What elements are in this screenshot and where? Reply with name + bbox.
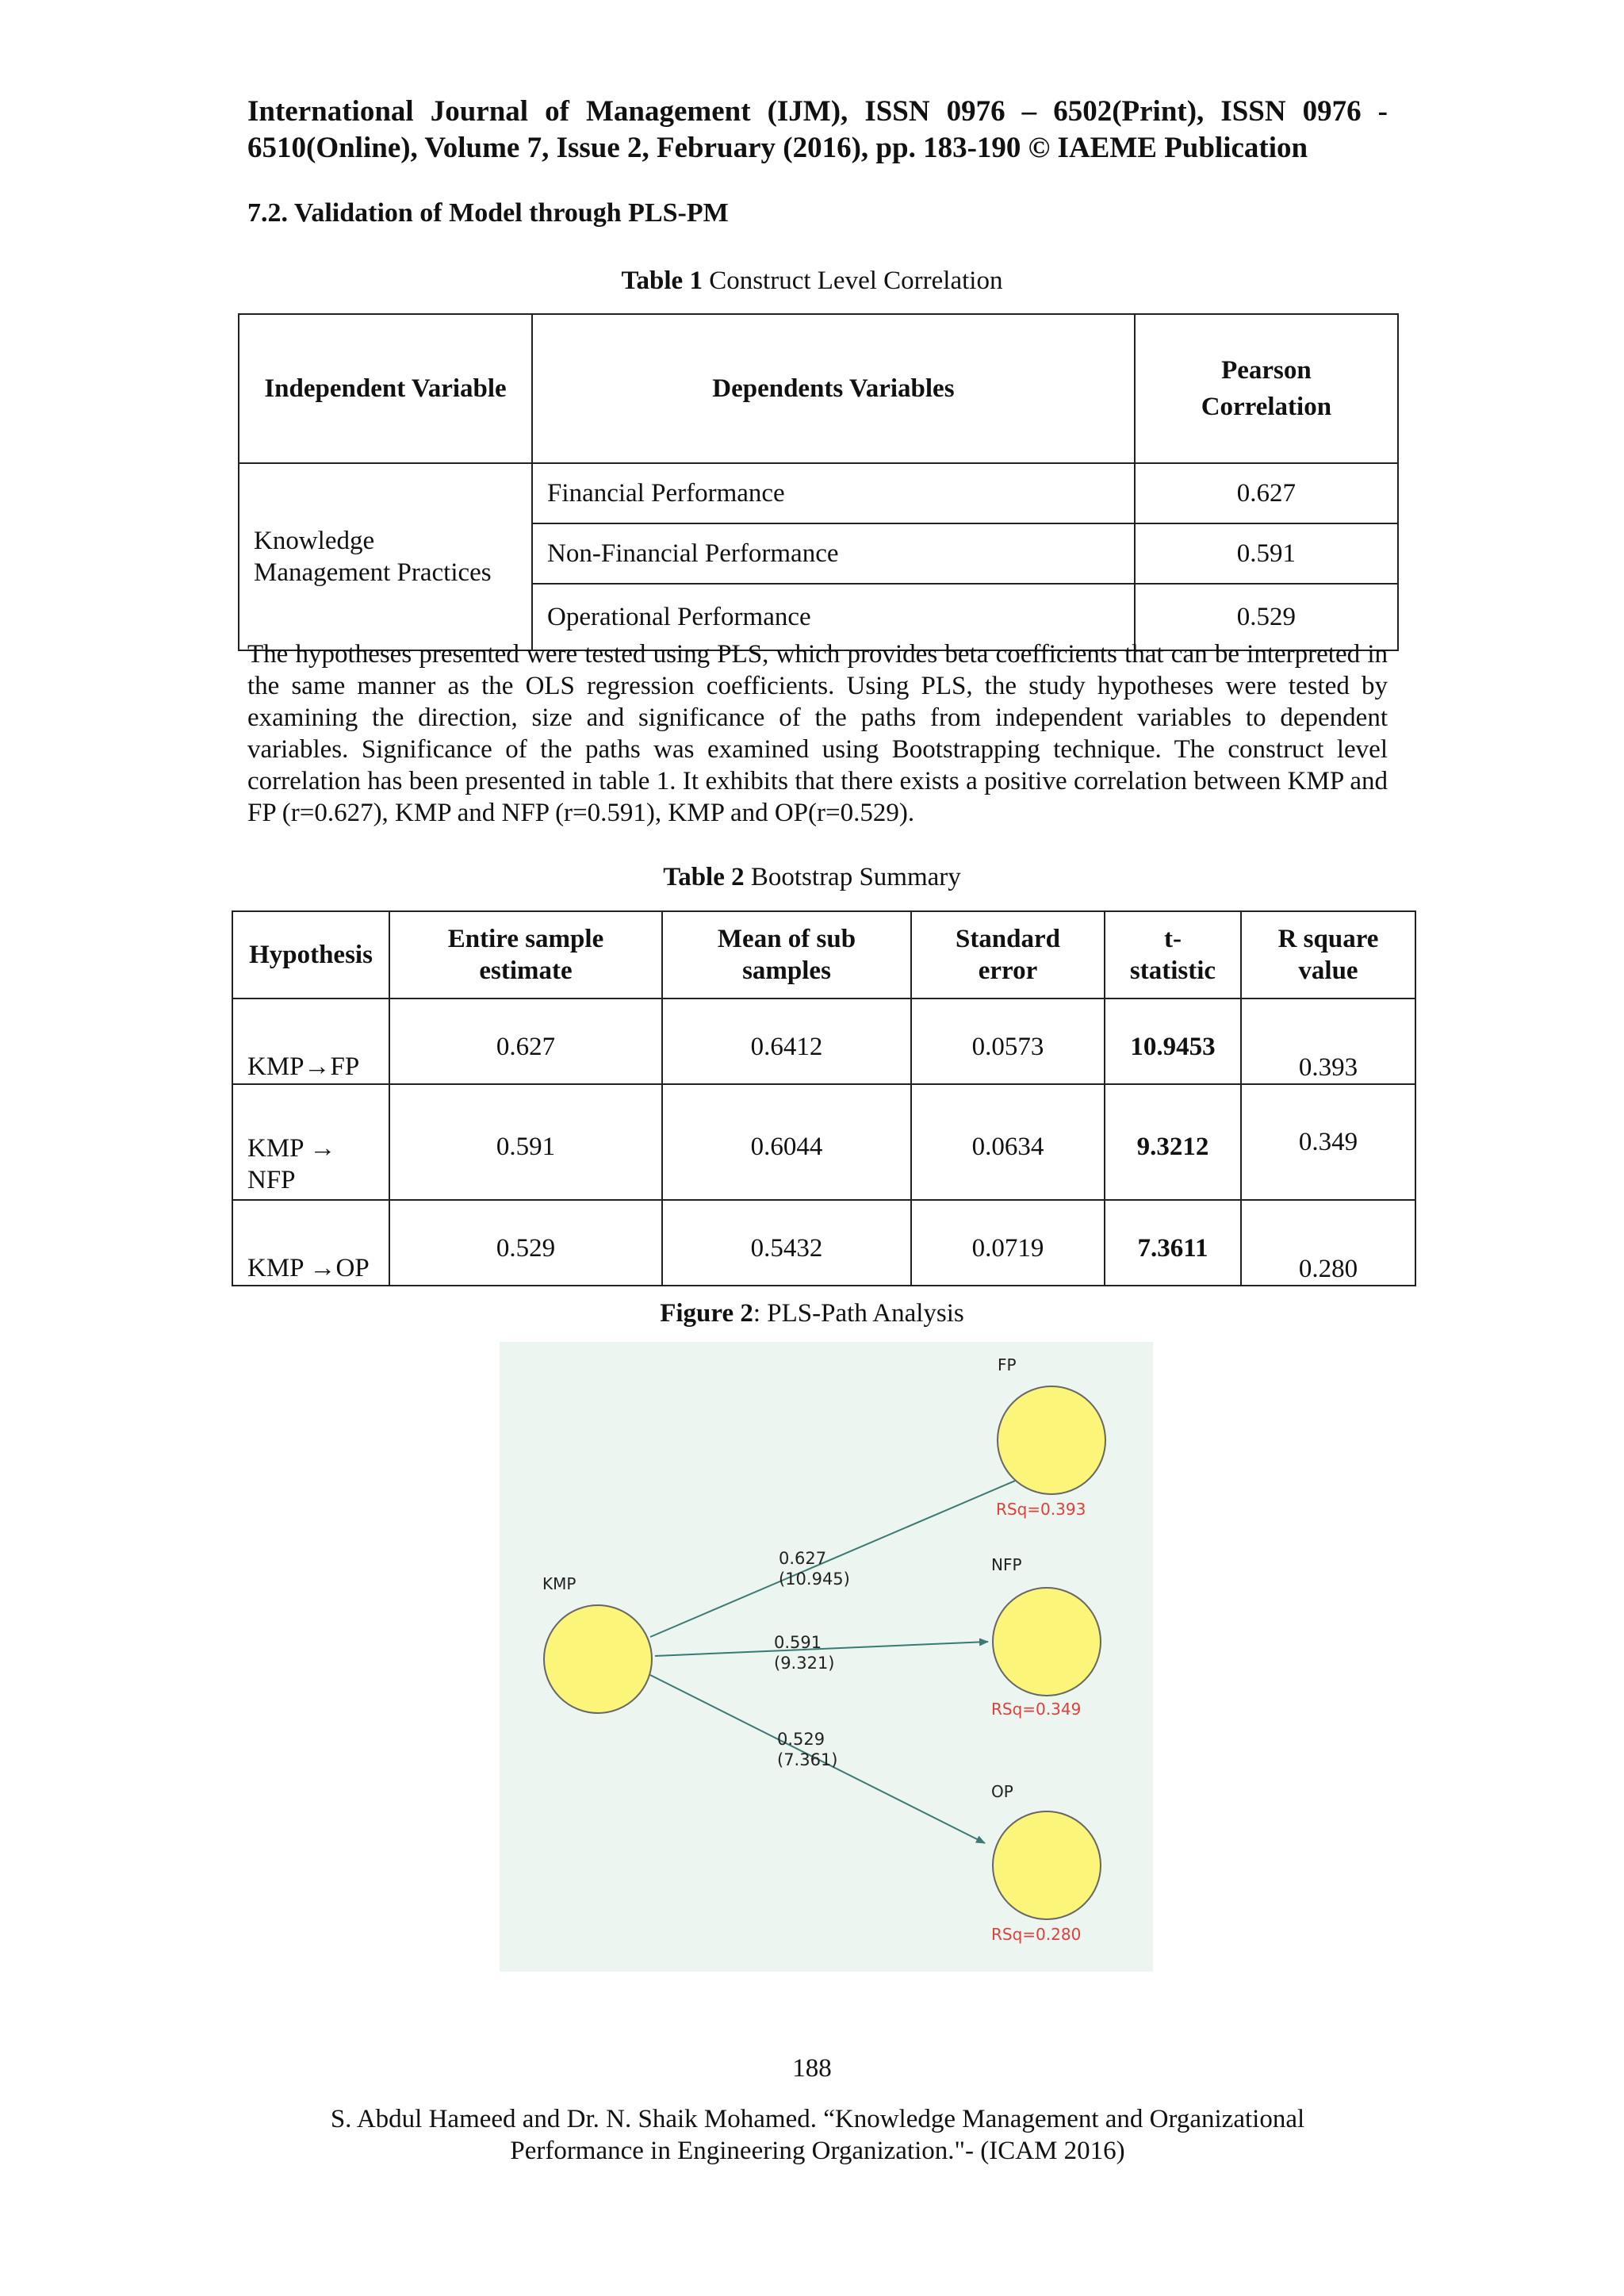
- header-t-line1: t-: [1164, 925, 1182, 953]
- r2-cell: 0.349: [1241, 1084, 1415, 1200]
- t-cell: 7.3611: [1105, 1200, 1241, 1286]
- header-mean: [662, 911, 911, 999]
- table1-caption: [0, 266, 1624, 296]
- correlation-value: 0.529: [1135, 584, 1398, 650]
- node-op: [993, 1811, 1101, 1919]
- journal-header: International Journal of Management (IJM), ISSN 0976 – 6502(Print), ISSN 0976 - 6510(Online), Volume 7, Issue 2, February (2016), pp. 183-190 © IAEME Publication: [247, 95, 1388, 164]
- r2-cell: 0.280: [1241, 1200, 1415, 1286]
- dependent-cell: Operational Performance: [532, 584, 1135, 650]
- table2-caption-text: Bootstrap Summary: [750, 863, 961, 891]
- t-cell: 9.3212: [1105, 1084, 1241, 1200]
- figure-caption-label: Figure 2: [660, 1299, 753, 1328]
- path-coef-fp: 0.627: [779, 1549, 827, 1568]
- path-coef-nfp: 0.591: [774, 1633, 822, 1652]
- path-t-fp: (10.945): [779, 1570, 850, 1589]
- figure-caption: [0, 1299, 1624, 1328]
- estimate-cell: 0.529: [389, 1200, 662, 1286]
- table-row: [232, 999, 1415, 1084]
- pls-path-figure: [500, 1342, 1153, 1972]
- table2-caption: [0, 863, 1624, 892]
- table-header-row: [232, 911, 1415, 999]
- mean-cell: 0.6412: [662, 999, 911, 1084]
- header-mean-line2: samples: [742, 956, 831, 985]
- mean-cell: 0.6044: [662, 1084, 911, 1200]
- figure-caption-text: : PLS-Path Analysis: [753, 1299, 964, 1328]
- header-mean-line1: Mean of sub: [717, 925, 856, 953]
- rsq-nfp: RSq=0.349: [991, 1700, 1082, 1719]
- table1-caption-label: Table 1: [621, 266, 703, 295]
- header-pearson: [1135, 314, 1398, 463]
- node-kmp: [544, 1605, 652, 1713]
- estimate-cell: 0.627: [389, 999, 662, 1084]
- header-independent: Independent Variable: [239, 314, 532, 463]
- dependent-cell: Non-Financial Performance: [532, 523, 1135, 584]
- header-dependent: Dependents Variables: [532, 314, 1135, 463]
- r2-cell: 0.393: [1241, 999, 1415, 1084]
- header-entire-line2: estimate: [479, 956, 573, 985]
- se-cell: 0.0634: [911, 1084, 1105, 1200]
- node-label-op: OP: [991, 1782, 1013, 1801]
- mean-cell: 0.5432: [662, 1200, 911, 1286]
- table-header-row: [239, 314, 1398, 463]
- table1-caption-text: Construct Level Correlation: [709, 266, 1003, 295]
- table-row: [232, 1200, 1415, 1286]
- citation-footer: [247, 2103, 1388, 2167]
- rsq-fp: RSq=0.393: [996, 1500, 1086, 1519]
- t-cell: 10.9453: [1105, 999, 1241, 1084]
- header-t-statistic: [1105, 911, 1241, 999]
- node-label-fp: FP: [998, 1355, 1017, 1374]
- node-label-kmp: KMP: [542, 1574, 576, 1593]
- table2-caption-label: Table 2: [663, 863, 745, 891]
- header-r-line1: R square: [1277, 925, 1379, 953]
- hypothesis-line2: NFP: [247, 1166, 296, 1194]
- header-pearson-line2: Correlation: [1201, 393, 1332, 421]
- hypothesis-cell: [232, 1084, 389, 1200]
- header-pearson-line1: Pearson: [1221, 356, 1312, 385]
- header-se-line1: Standard: [955, 925, 1061, 953]
- section-title: 7.2. Validation of Model through PLS-PM: [247, 198, 729, 228]
- hypothesis-line2: KMP →OP: [247, 1254, 370, 1282]
- rsq-op: RSq=0.280: [991, 1925, 1082, 1944]
- node-nfp: [993, 1588, 1101, 1696]
- path-arrow-fp: [650, 1467, 1047, 1637]
- hypothesis-line1: KMP →: [247, 1134, 336, 1163]
- independent-line1: Knowledge: [254, 527, 375, 555]
- node-label-nfp: NFP: [991, 1555, 1022, 1574]
- correlation-value: 0.591: [1135, 523, 1398, 584]
- correlation-value: 0.627: [1135, 463, 1398, 523]
- footer-line1: S. Abdul Hameed and Dr. N. Shaik Mohamed. “Knowledge Management and Organizational: [330, 2105, 1305, 2133]
- estimate-cell: 0.591: [389, 1084, 662, 1200]
- body-paragraph: The hypotheses presented were tested using PLS, which provides beta coefficients that can be interpreted in the same manner as the OLS regression coefficients. Using PLS, the study hypotheses were tested by examining the direction, size and significance of the paths from independent variables to dependent variables. Significance of the paths was examined using Bootstrapping technique. The construct level correlation has been presented in table 1. It exhibits that there exists a positive correlation between KMP and FP (r=0.627), KMP and NFP (r=0.591), KMP and OP(r=0.529).: [247, 640, 1388, 827]
- correlation-table: [238, 313, 1399, 651]
- path-coef-op: 0.529: [777, 1730, 825, 1749]
- hypothesis-cell: [232, 999, 389, 1084]
- table-row: [232, 1084, 1415, 1200]
- page-number: 188: [792, 2054, 832, 2083]
- path-diagram: [500, 1342, 1153, 1972]
- hypothesis-cell: [232, 1200, 389, 1286]
- table-row: [239, 463, 1398, 523]
- independent-line2: Management Practices: [254, 558, 492, 587]
- se-cell: 0.0573: [911, 999, 1105, 1084]
- header-t-line2: statistic: [1129, 956, 1216, 985]
- node-fp: [998, 1386, 1105, 1494]
- path-t-op: (7.361): [777, 1750, 838, 1769]
- header-entire-sample: [389, 911, 662, 999]
- hypothesis-line2: KMP→FP: [247, 1052, 360, 1081]
- header-entire-line1: Entire sample: [447, 925, 604, 953]
- independent-cell: [239, 463, 532, 650]
- header-r-square: [1241, 911, 1415, 999]
- bootstrap-table: [232, 910, 1416, 1286]
- header-std-error: [911, 911, 1105, 999]
- path-t-nfp: (9.321): [774, 1654, 835, 1673]
- header-se-line2: error: [978, 956, 1038, 985]
- dependent-cell: Financial Performance: [532, 463, 1135, 523]
- header-r-line2: value: [1298, 956, 1358, 985]
- footer-line2: Performance in Engineering Organization."- (ICAM 2016): [510, 2137, 1125, 2165]
- se-cell: 0.0719: [911, 1200, 1105, 1286]
- header-hypothesis: Hypothesis: [232, 911, 389, 999]
